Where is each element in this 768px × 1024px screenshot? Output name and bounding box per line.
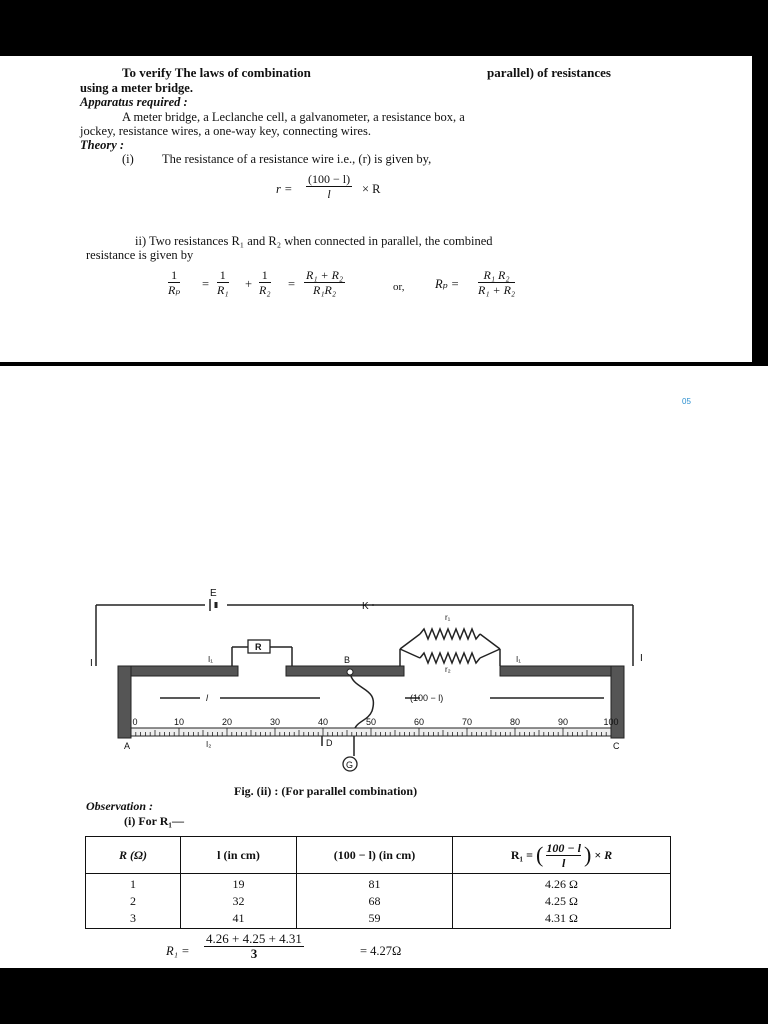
title-line-1: To verify The laws of combination <box>122 65 311 80</box>
page-mark: 05 <box>682 397 691 406</box>
fp-equals-1: = <box>202 277 210 291</box>
cell-value: 68 <box>368 893 381 908</box>
cell-value: 32 <box>232 893 245 908</box>
formula-r-lhs: r = <box>276 182 293 196</box>
scale-labels <box>132 717 618 727</box>
label-d: D <box>326 738 333 748</box>
mean-numerator: 4.26 + 4.25 + 4.31 <box>206 931 302 946</box>
scale-label: 80 <box>509 717 521 727</box>
mean-denominator: 3 <box>250 946 258 961</box>
label-i-right: I <box>640 653 643 664</box>
cell-value: 19 <box>232 876 245 891</box>
cell-value: 4.26 Ω <box>545 876 578 891</box>
fp-denominator: R₁R₂ <box>313 283 337 297</box>
cell-100-minus-l-values <box>297 874 453 929</box>
label-r2: r₂ <box>445 665 451 674</box>
scale-label: 40 <box>317 717 329 727</box>
fp-numerator: R₁ R₂ <box>478 268 515 283</box>
title-right: parallel) of resistances <box>487 65 611 80</box>
label-r: R <box>255 642 262 652</box>
fp-or: or, <box>393 281 405 293</box>
theory-i-text: The resistance of a resistance wire i.e., (r) is given by, <box>162 152 432 166</box>
fp-numerator: 1 <box>168 268 180 283</box>
branch-r2-out <box>480 649 500 658</box>
fp-equals-2: = <box>288 277 296 291</box>
formula-r-fraction <box>306 172 352 201</box>
cell-value: 3 <box>130 910 136 925</box>
cell-value: 59 <box>368 910 381 925</box>
copper-strip-middle <box>286 666 404 676</box>
document-page-top <box>0 56 752 362</box>
copper-strip-left-end <box>118 666 131 738</box>
paren-left: ( <box>536 842 544 867</box>
meter-bridge-circuit-diagram <box>0 366 768 776</box>
fp-denominator: R₁ + R₂ <box>478 283 516 297</box>
fp-rp-lhs: Rₚ = <box>435 277 460 291</box>
junction-b <box>347 669 353 675</box>
header-100-minus-l: (100 − l) (in cm) <box>297 837 453 874</box>
scale-label: 60 <box>413 717 425 727</box>
label-r1: r₁ <box>445 613 451 622</box>
label-100-minus-l: (100 − l) <box>410 693 444 703</box>
fp-frac-1-over-r1 <box>217 268 229 297</box>
fp-frac-product-over-sum <box>478 268 515 297</box>
table-row <box>86 874 671 929</box>
document-page-bottom <box>0 366 768 968</box>
mean-result: = 4.27Ω <box>360 944 402 958</box>
figure-caption: Fig. (ii) : (For parallel combination) <box>234 784 418 798</box>
label-l1-right: I₁ <box>516 655 521 664</box>
cell-value: 1 <box>130 876 136 891</box>
theory-heading: Theory : <box>80 138 125 152</box>
label-b: B <box>344 655 351 665</box>
label-c: C <box>613 741 620 751</box>
scale-label: 100 <box>603 717 619 727</box>
copper-strip-right-end <box>611 666 624 738</box>
apparatus-heading: Apparatus required : <box>80 95 188 109</box>
label-g: G <box>346 760 354 770</box>
apparatus-line-2: jockey, resistance wires, a one-way key, connecting wires. <box>80 124 371 138</box>
cell-result-values <box>453 874 671 929</box>
theory-ii-line-1: ii) Two resistances R₁ and R₂ when connected in parallel, the combined <box>135 234 493 248</box>
formula-r-denominator: l <box>327 187 331 201</box>
label-l1-left: I₁ <box>208 655 213 664</box>
fp-frac-sum-over-product <box>304 268 345 297</box>
header-formula-rhs: × R <box>594 847 613 862</box>
cell-value: 4.31 Ω <box>545 910 578 925</box>
label-a: A <box>124 741 131 751</box>
mean-fraction <box>204 932 304 961</box>
theory-i-number: (i) <box>122 152 134 166</box>
apparatus-line-1: A meter bridge, a Leclanche cell, a galvanometer, a resistance box, a <box>122 110 465 124</box>
paren-right: ) <box>583 842 592 867</box>
scale-label: 70 <box>461 717 473 727</box>
fp-plus: + <box>245 277 253 291</box>
fp-numerator: R₁ + R₂ <box>306 268 344 282</box>
resistor-r2-coil <box>420 653 480 663</box>
header-formula-denominator: l <box>561 855 566 870</box>
header-formula <box>453 837 671 874</box>
branch-r2-in <box>400 649 420 658</box>
header-l: l (in cm) <box>181 837 297 874</box>
cell-value: 4.25 Ω <box>545 893 578 908</box>
fp-denominator: R₁ <box>217 283 229 297</box>
header-r: R (Ω) <box>86 837 181 874</box>
title-line-2: using a meter bridge. <box>80 81 193 95</box>
formula-r-rhs: × R <box>362 182 381 196</box>
branch-r1-in <box>400 634 420 649</box>
scale-label: 50 <box>365 717 377 727</box>
header-formula-numerator: 100 − l <box>546 840 581 855</box>
copper-strip-right <box>500 666 624 676</box>
fp-frac-1-over-rp <box>168 268 180 297</box>
label-i-left: I <box>90 658 93 669</box>
fp-numerator: 1 <box>217 268 229 283</box>
scale-label: 10 <box>173 717 185 727</box>
fp-denominator: Rₚ <box>168 283 181 297</box>
resistor-r1-coil <box>420 629 480 639</box>
copper-strip-left <box>118 666 238 676</box>
cell-l-values <box>181 874 297 929</box>
label-i2-bottom: I₂ <box>206 740 212 749</box>
fp-denominator: R₂ <box>259 283 271 297</box>
mean-lhs: R₁ = <box>166 944 190 958</box>
header-formula-lhs: R₁ = <box>510 847 533 862</box>
scale-label: 20 <box>221 717 233 727</box>
label-l: l <box>206 693 208 703</box>
label-key: K <box>362 601 369 612</box>
for-r1-label: (i) For R₁— <box>124 814 185 828</box>
theory-ii-line-2: resistance is given by <box>86 248 194 262</box>
scale-label: 90 <box>557 717 569 727</box>
jockey-wire <box>350 672 373 756</box>
observation-table <box>85 836 671 929</box>
formula-r-numerator: (100 − l) <box>308 172 351 186</box>
cell-value: 81 <box>368 876 381 891</box>
table-header-row <box>86 837 671 874</box>
cell-r-values <box>86 874 181 929</box>
header-formula-fraction <box>546 841 581 870</box>
observation-heading: Observation : <box>86 799 153 813</box>
cell-value: 41 <box>232 910 245 925</box>
fp-numerator: 1 <box>259 268 271 283</box>
label-e: E <box>210 588 217 599</box>
fp-frac-1-over-r2 <box>259 268 271 297</box>
branch-r1-out <box>480 634 500 649</box>
scale-label: 0 <box>132 717 138 727</box>
scale-label: 30 <box>269 717 281 727</box>
cell-value: 2 <box>130 893 136 908</box>
